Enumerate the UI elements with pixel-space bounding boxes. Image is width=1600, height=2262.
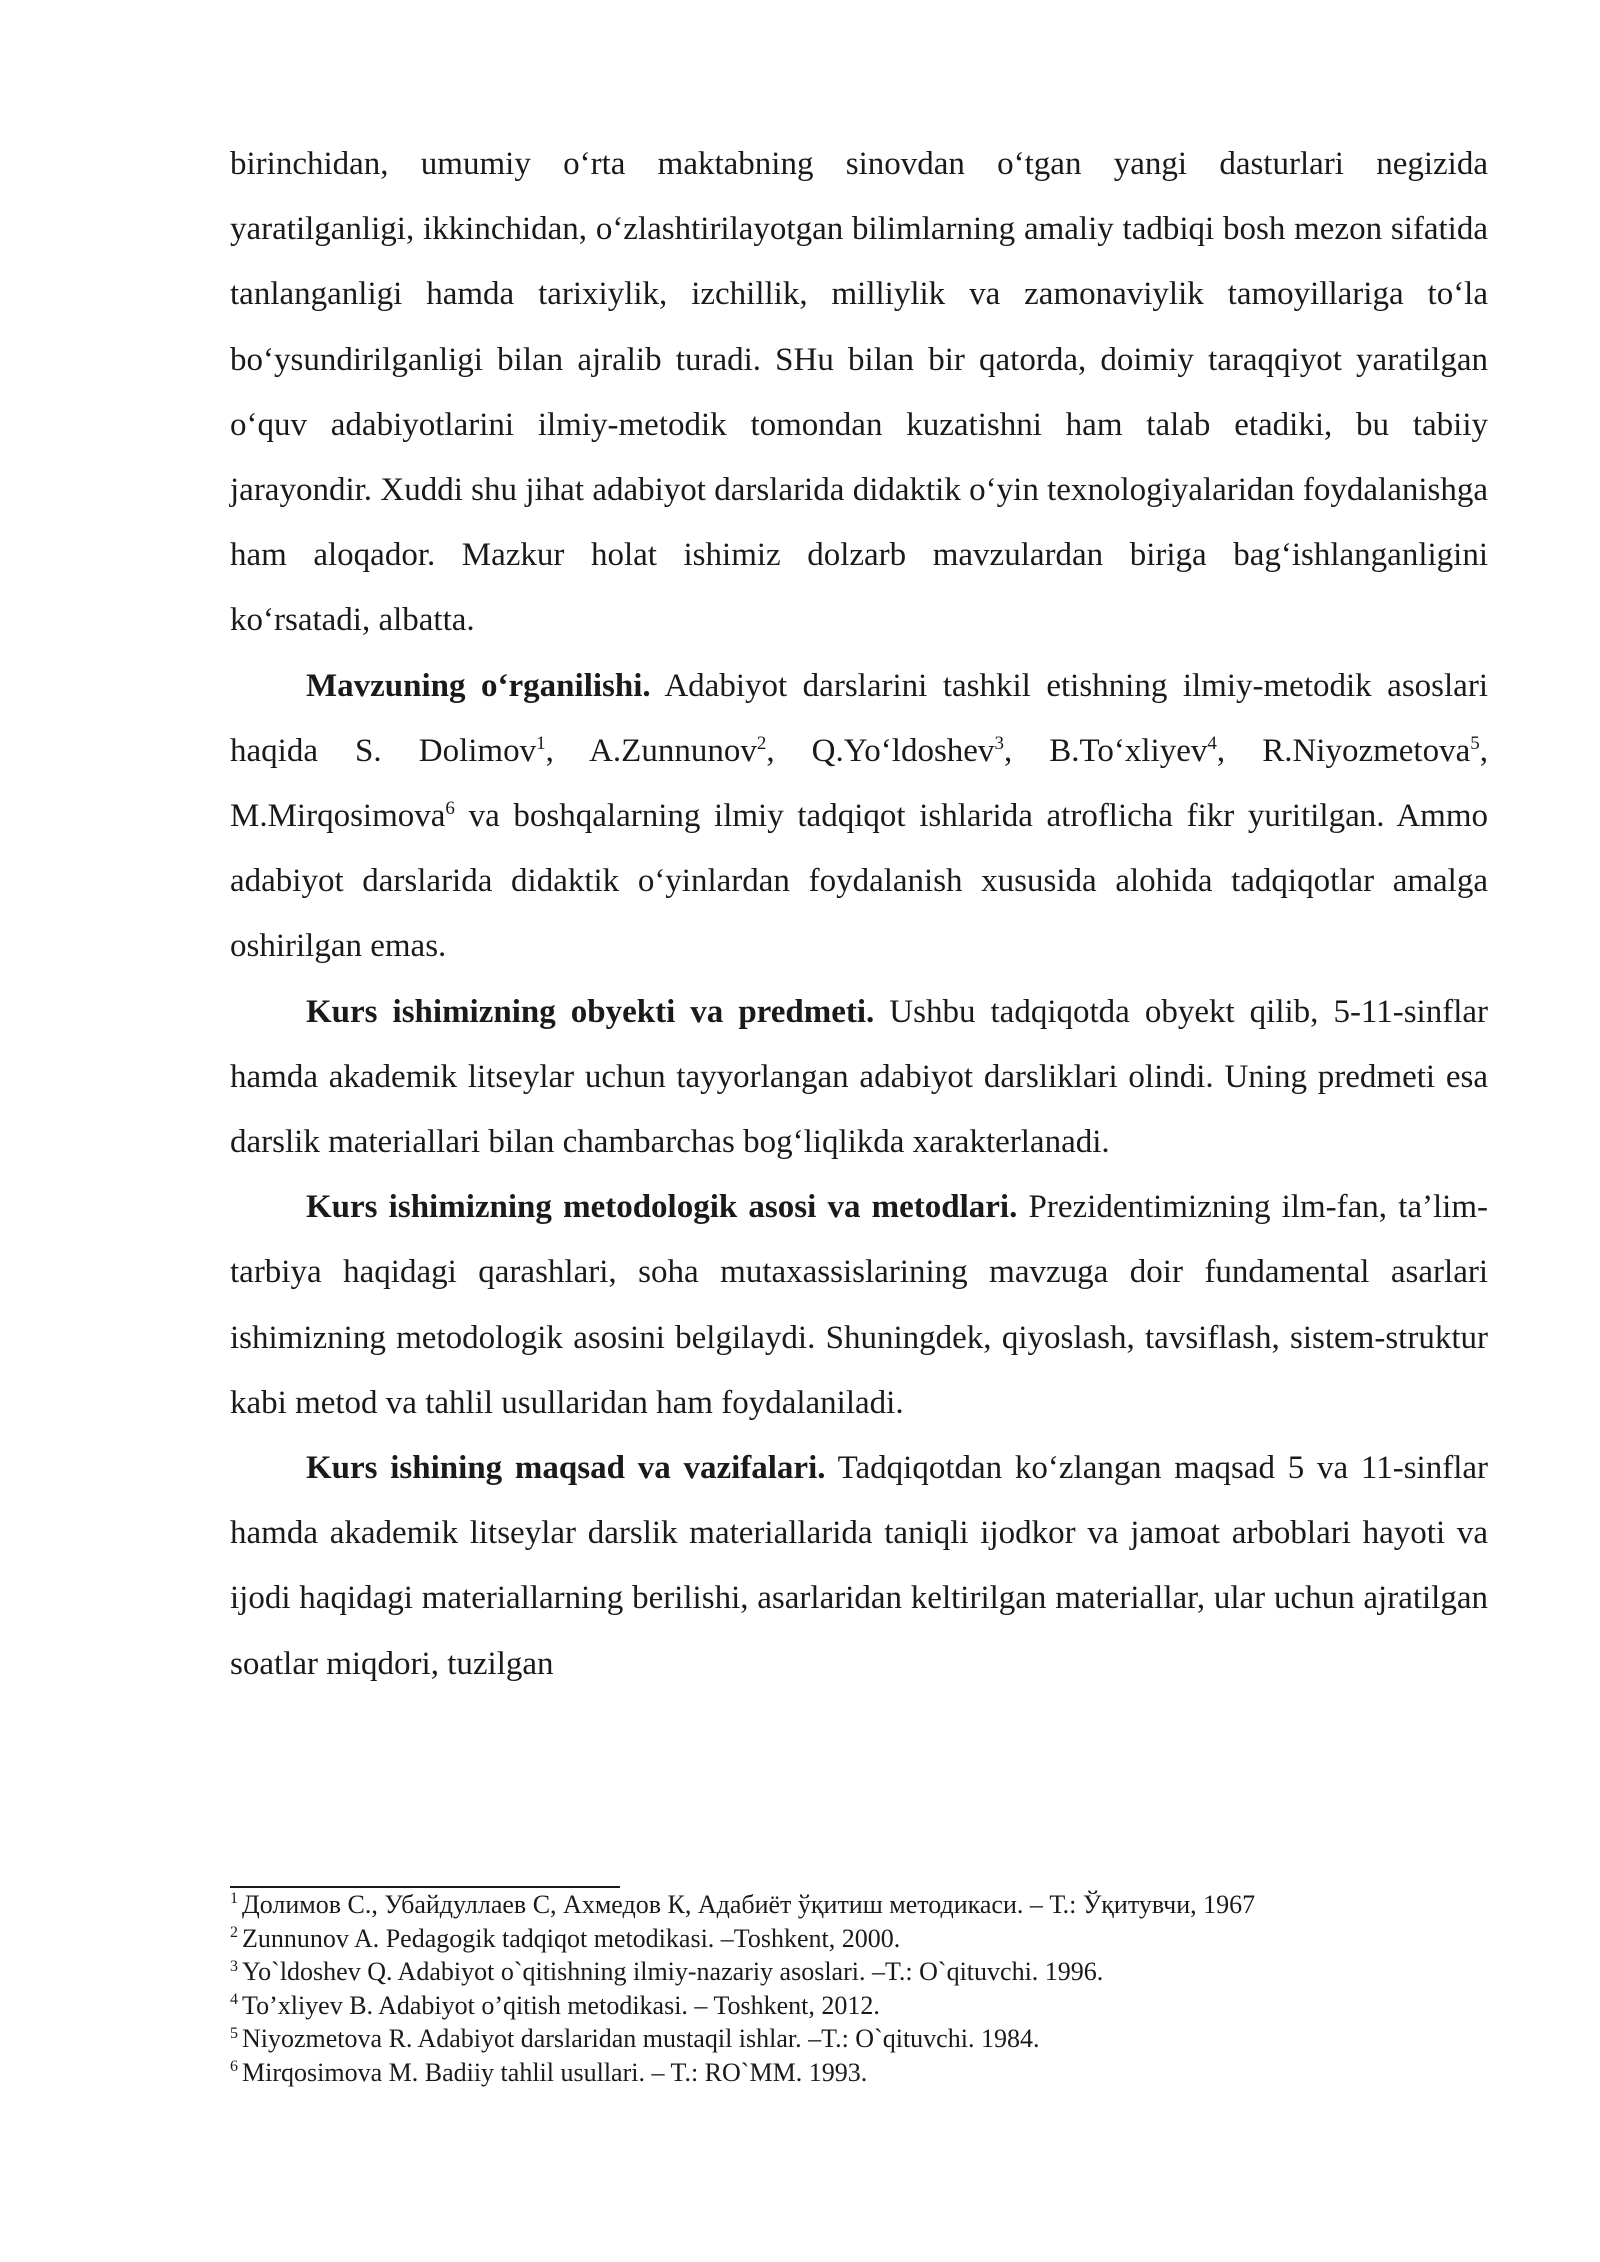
goals-paragraph: [230, 1436, 1488, 1697]
paragraph-text: , R.Niyozmetova: [1216, 732, 1471, 769]
footnote-number: 5: [230, 2024, 238, 2042]
footnote-ref: 6: [445, 798, 455, 820]
footnote-number: 4: [230, 1991, 238, 2009]
document-body: [230, 132, 1488, 1697]
footnote-ref: 3: [994, 732, 1004, 754]
footnote-text: Mirqosimova M. Badiiy tahlil usullari. – T.: RO`MM. 1993.: [242, 2057, 868, 2087]
object-subject-paragraph: [230, 980, 1488, 1176]
paragraph-text: Ushbu tadqiqotda obyekt qilib, 5-11-sinflar hamda akademik litseylar uchun tayyorlangan adabiyot darsliklari olindi. Uning predmeti esa darslik materiallari bilan chambarchas bog‘liqlikda xarakterlanadi.: [230, 993, 1488, 1161]
footnote-number: 3: [230, 1957, 238, 1975]
footnote-number: 1: [230, 1890, 238, 1908]
footnotes: [230, 1888, 1488, 2090]
goals-heading: Kurs ishining maqsad va vazifalari.: [306, 1450, 826, 1487]
paragraph-text: va boshqalarning ilmiy tadqiqot ishlarida atroflicha fikr yuritilgan. Ammo adabiyot darslarida didaktik o‘yinlardan foydalanish xususida alohida tadqiqotlar amalga oshirilgan emas.: [230, 798, 1488, 965]
topic-study-paragraph: [230, 654, 1488, 980]
intro-paragraph: birinchidan, umumiy o‘rta maktabning sinovdan o‘tgan yangi dasturlari negizida yaratilganligi, ikkinchidan, o‘zlashtirilayotgan bilimlarning amaliy tadbiqi bosh mezon sifatida tanlanganligi hamda tarixiylik, izchillik, milliylik va zamonaviylik tamoyillariga to‘la bo‘ysundirilganligi bilan ajralib turadi. SHu bilan bir qatorda, doimiy taraqqiyot yaratilgan o‘quv adabiyotlarini ilmiy-metodik tomondan kuzatishni ham talab etadiki, bu tabiiy jarayondir. Xuddi shu jihat adabiyot darslarida didaktik o‘yin texnologiyalaridan foydalanishga ham aloqador. Mazkur holat ishimiz dolzarb mavzulardan biriga bag‘ishlanganligini ko‘rsatadi, albatta.: [230, 146, 1488, 639]
footnote-ref: 5: [1470, 732, 1480, 754]
footnote-2: [230, 1922, 1488, 1956]
paragraph-text: , B.To‘xliyev: [1003, 732, 1208, 769]
paragraph-text: Adabiyot darslarini tashkil etishning ilmiy-metodik asoslari haqida S. Dolimov: [230, 667, 1488, 769]
paragraph-text: Prezidentimizning ilm-fan, ta’lim-tarbiya haqidagi qarashlari, soha mutaxassislarining mavzuga doir fundamental asarlari ishimizning metodologik asosini belgilaydi. Shuningdek, qiyoslash, tavsiflash, sistem-struktur kabi metod va tahlil usullaridan ham foydalaniladi.: [230, 1189, 1488, 1421]
footnote-4: [230, 1989, 1488, 2023]
footnote-1: [230, 1888, 1488, 1922]
footnote-3: [230, 1955, 1488, 1989]
footnote-ref: 1: [536, 732, 546, 754]
methodology-paragraph: [230, 1175, 1488, 1436]
footnote-ref: 4: [1207, 732, 1217, 754]
footnote-number: 6: [230, 2058, 238, 2076]
footnote-text: Niyozmetova R. Adabiyot darslaridan mustaqil ishlar. –T.: O`qituvchi. 1984.: [242, 2024, 1040, 2054]
paragraph-text: Tadqiqotdan ko‘zlangan maqsad 5 va 11-sinflar hamda akademik litseylar darslik materiallarida taniqli ijodkor va jamoat arboblari hayoti va ijodi haqidagi materiallarning berilishi, asarlaridan keltirilgan materiallar, ular uchun ajratilgan soatlar miqdori, tuzilgan: [230, 1450, 1488, 1682]
footnote-text: Долимов С., Убайдуллаев С, Ахмедов К, Адабиёт ўқитиш методикаси. – Т.: Ўқитувчи, 1967: [242, 1890, 1256, 1919]
paragraph-text: , A.Zunnunov: [545, 732, 757, 769]
footnote-6: [230, 2056, 1488, 2090]
topic-study-heading: Mavzuning o‘rganilishi.: [306, 667, 651, 704]
footnote-text: Zunnunov A. Pedagogik tadqiqot metodikasi. –Toshkent, 2000.: [242, 1923, 901, 1953]
footnote-ref: 2: [756, 732, 767, 754]
object-subject-heading: Kurs ishimizning obyekti va predmeti.: [306, 993, 875, 1030]
footnote-text: Yo`ldoshev Q. Adabiyot o`qitishning ilmiy-nazariy asoslari. –T.: O`qituvchi. 1996.: [242, 1957, 1104, 1987]
footnote-5: [230, 2022, 1488, 2056]
methodology-heading: Kurs ishimizning metodologik asosi va metodlari.: [306, 1189, 1018, 1226]
footnote-number: 2: [230, 1923, 238, 1941]
paragraph-text: , M.Mirqosimova: [230, 732, 1488, 835]
footnote-text: To’xliyev B. Adabiyot o’qitish metodikasi. – Toshkent, 2012.: [242, 1990, 880, 2020]
paragraph-text: , Q.Yo‘ldoshev: [766, 732, 995, 769]
